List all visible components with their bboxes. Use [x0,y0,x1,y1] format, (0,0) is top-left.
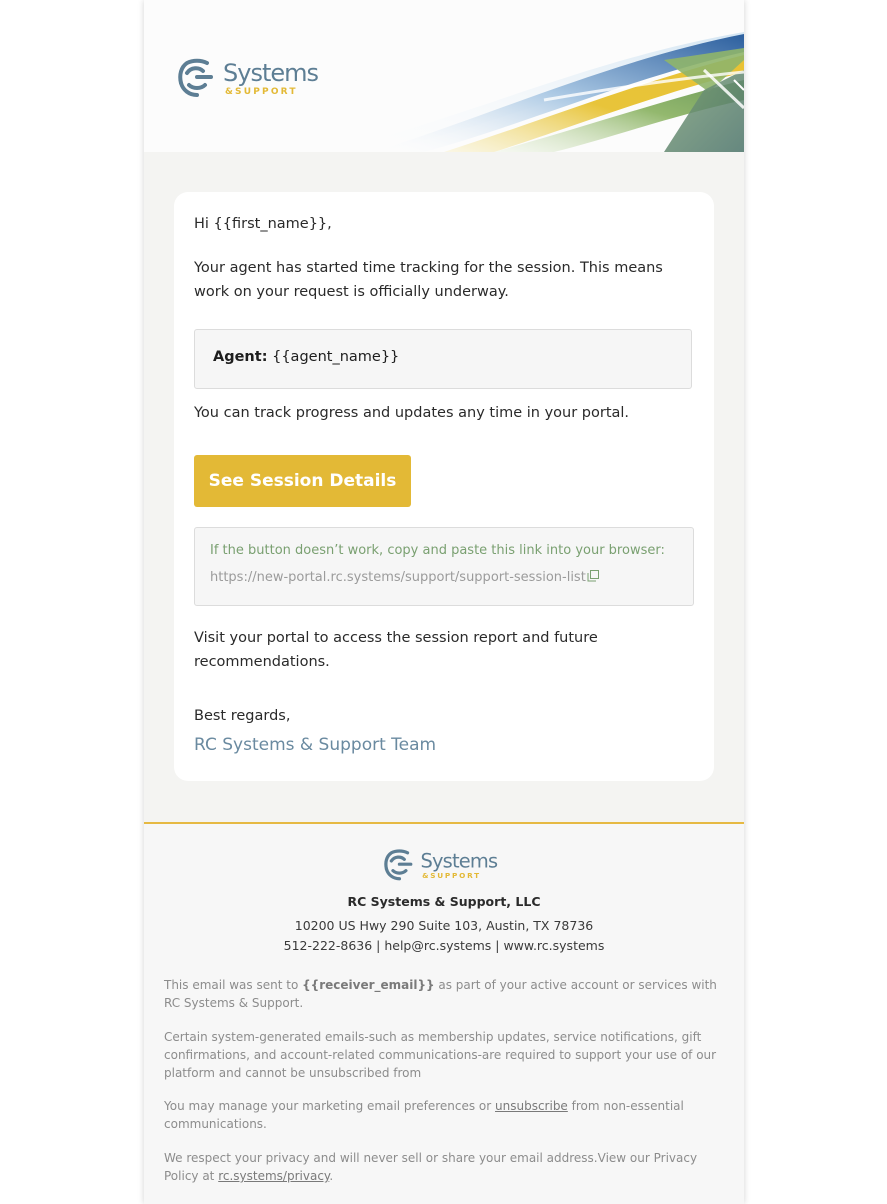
agent-label: Agent: [213,349,268,365]
visit-portal-text: Visit your portal to access the session report and future recommendations. [194,630,598,670]
logo-wordmark: Systems [223,59,318,87]
manage-preferences-note [164,1097,726,1133]
privacy-policy-link[interactable]: rc.systems/privacy [218,1169,330,1183]
manage-suffix: from non-essential communications. [164,1099,684,1131]
brand-logo [177,57,337,99]
company-name: RC Systems & Support, LLC [347,894,541,909]
message-card [174,192,714,781]
footer-logo-wordmark: Systems [420,849,498,873]
email-header [144,0,744,152]
greeting: Hi {{first_name}}, [194,216,332,232]
company-address: 10200 US Hwy 290 Suite 103, Austin, TX 78736 [294,918,594,933]
agent-info-box [194,329,692,389]
intro-paragraph: Your agent has started time tracking for the session. This means work on your request is officially underway. [194,260,663,300]
privacy-note [164,1149,726,1185]
logo-subtitle: &SUPPORT [225,87,298,97]
email-container [144,0,744,1204]
rc-logo-icon [180,61,211,95]
privacy-prefix: We respect your privacy and will never sell or share your email address.View our Privacy Policy at [164,1151,698,1183]
fallback-link[interactable] [210,570,599,585]
footer-logo [383,848,513,882]
see-session-details-button[interactable]: See Session Details [194,455,411,507]
external-copy-icon[interactable] [587,570,599,582]
fallback-link-url[interactable]: https://new-portal.rc.systems/support/support-session-list [210,570,586,585]
sent-to-note [164,976,726,1012]
privacy-suffix: . [329,1169,334,1183]
required-emails-note: Certain system-generated emails-such as membership updates, service notifications, gift confirmations, and account-related communications-are required to support your use of our platform and cannot be unsubscribed from [164,1030,717,1080]
fallback-link-box [194,527,694,606]
rc-logo-icon [386,851,411,879]
fallback-link-hint: If the button doesn’t work, copy and paste this link into your browser: [210,543,665,558]
track-progress-text: You can track progress and updates any time in your portal. [194,405,630,421]
receiver-email: {{receiver_email}} [302,978,435,992]
agent-value: {{agent_name}} [272,349,400,365]
sent-suffix: as part of your active account or services with RC Systems & Support. [164,978,717,1010]
company-contact: 512-222-8636 | help@rc.systems | www.rc.systems [283,938,605,953]
signature: RC Systems & Support Team [194,735,437,755]
agent-line [213,349,399,365]
manage-prefix: You may manage your marketing email preferences or [164,1099,496,1113]
closing-text: Best regards, [194,708,291,724]
email-footer [144,822,744,1204]
sent-prefix: This email was sent to [164,978,303,992]
unsubscribe-link[interactable]: unsubscribe [495,1099,568,1113]
footer-logo-subtitle: &SUPPORT [422,870,481,880]
